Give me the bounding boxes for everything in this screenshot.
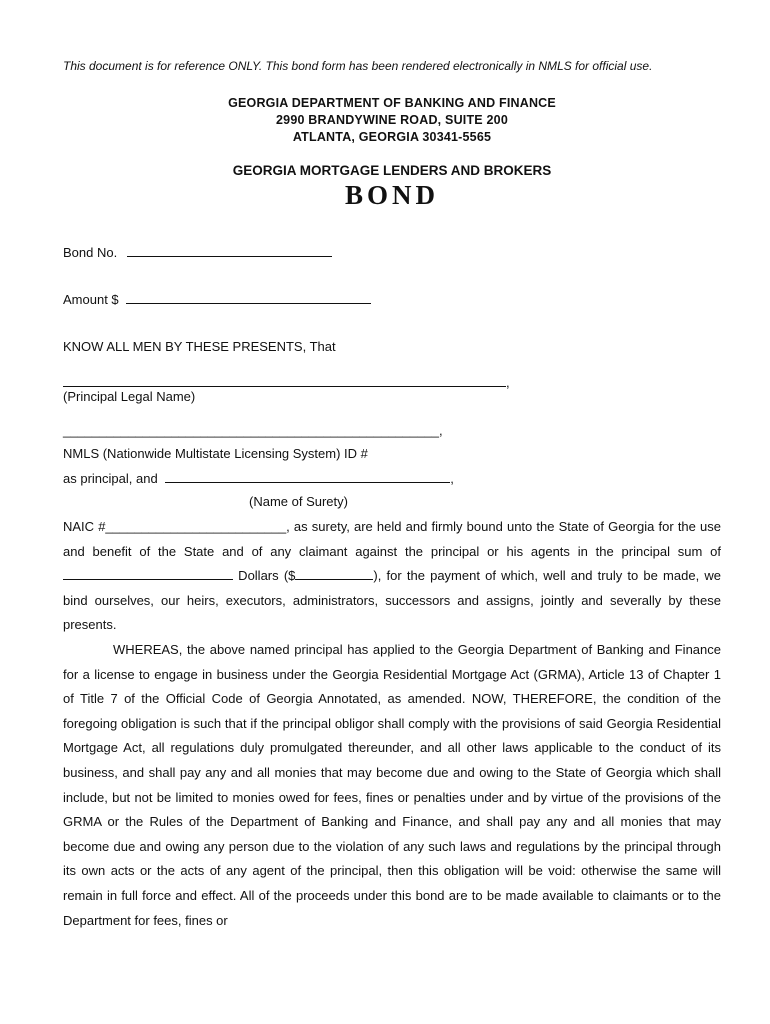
know-all-men-text: KNOW ALL MEN BY THESE PRESENTS, That: [63, 339, 336, 354]
surety-name-field[interactable]: [165, 470, 450, 483]
principal-sum-amount-field[interactable]: [295, 567, 373, 580]
reference-notice: This document is for reference ONLY. This bond form has been rendered electronically in NMLS for official use.: [63, 59, 653, 73]
department-city: ATLANTA, GEORGIA 30341-5565: [292, 130, 492, 144]
bond-number-row: [63, 244, 332, 260]
surety-name-label: (Name of Surety): [249, 494, 348, 509]
department-street: 2990 BRANDYWINE ROAD, SUITE 200: [276, 113, 508, 127]
nmls-id-label: NMLS (Nationwide Multistate Licensing System) ID #: [63, 446, 368, 461]
principal-sum-words-field[interactable]: [63, 567, 233, 580]
nmls-id-field[interactable]: ____________________________________________________,: [63, 423, 443, 438]
principal-name-field[interactable]: [63, 374, 506, 387]
amount-row: [63, 291, 371, 307]
as-principal-text: as principal, and: [63, 471, 158, 486]
bond-paragraph-1: [63, 515, 721, 638]
document-title: BOND: [344, 180, 439, 210]
department-name: GEORGIA DEPARTMENT OF BANKING AND FINANCE: [228, 96, 556, 110]
dollars-text: Dollars ($: [233, 568, 296, 584]
surety-comma: ,: [450, 471, 454, 486]
department-header: [63, 95, 721, 146]
principal-name-label: (Principal Legal Name): [63, 389, 196, 404]
principal-name-row: [63, 374, 510, 390]
bond-paragraph-2: WHEREAS, the above named principal has applied to the Georgia Department of Banking and Finance for a license to engage in business under the Georgia Residential Mortgage Act (GRMA), Article 13 of Chapter 1 of Title 7 of the Official Code of Georgia Annotated, as amended. NOW, THEREFORE, the condition of the foregoing obligation is such that if the principal obligor shall comply with the provisions of said Georgia Residential Mortgage Act, all regulations duly promulgated thereunder, and all other laws applicable to the conduct of its business, and shall pay any and all monies that may become due and owing to the State of Georgia which shall include, but not be limited to monies owed for fees, fines or penalties under and by virtue of the provisions of the GRMA or the Rules of the Department of Banking and Finance, and shall pay any and all monies that may become due and owing any person due to the violation of any such laws and regulations by the principal through its own acts or the acts of any agent of the principal, then this obligation will be void: otherwise the same will remain in full force and effect. All of the proceeds under this bond are to be made available to claimants or to the Department for fees, fines or: [63, 641, 721, 928]
payment-text: ), for the payment of which, well and truly to be made, we bind ourselves, our heirs, executors, administrators, successors and assigns, jointly and severally by these presents.: [63, 568, 721, 633]
naic-and-obligation-text: NAIC #_________________________, as surety, are held and firmly bound unto the State of Georgia for the use and benefit of the State and of any claimant against the principal or his agents in the principal sum of: [63, 519, 721, 559]
surety-row: [63, 470, 454, 486]
bond-number-field[interactable]: [127, 244, 332, 257]
bond-body: [63, 515, 721, 933]
document-subtitle: GEORGIA MORTGAGE LENDERS AND BROKERS: [232, 163, 552, 178]
amount-label: Amount $: [63, 292, 119, 307]
principal-comma: ,: [506, 375, 510, 390]
bond-number-label: Bond No.: [63, 245, 118, 260]
amount-field[interactable]: [126, 291, 371, 304]
